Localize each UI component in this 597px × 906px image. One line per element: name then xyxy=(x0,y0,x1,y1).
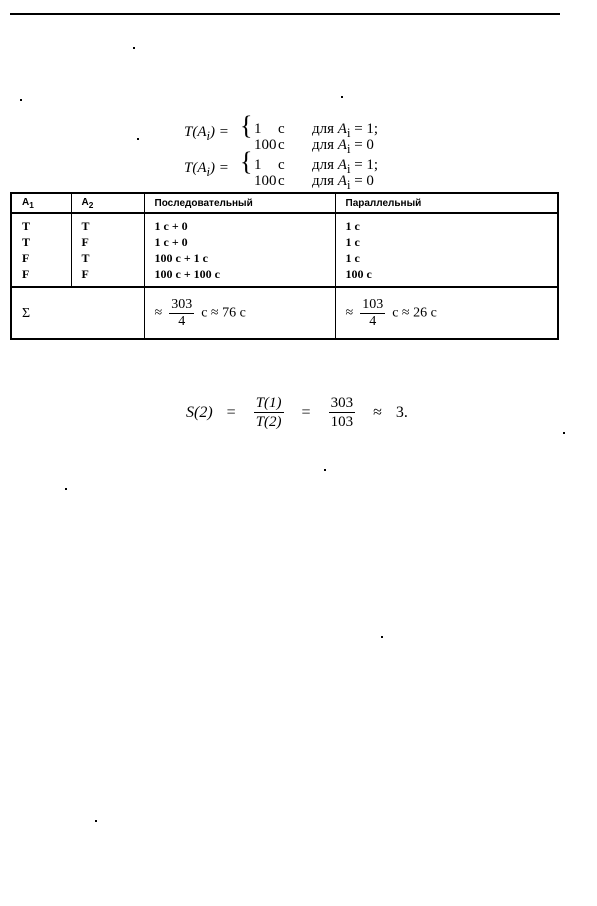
sequential-cell: 100 с + 1 с xyxy=(154,251,208,265)
scan-speck xyxy=(95,820,97,822)
parallel-fraction: $\frac{103}{4}$ xyxy=(362,296,384,329)
parallel-cell: 1 с xyxy=(345,251,360,265)
formula-case-2: 100 с для $A_i = 0$ xyxy=(254,173,374,192)
a1-column xyxy=(11,213,71,287)
a2-cell: F xyxy=(81,235,89,249)
header-parallel: Параллельный xyxy=(335,193,558,213)
a2-column xyxy=(71,213,144,287)
a1-cell: F xyxy=(22,251,30,265)
sum-row xyxy=(11,287,558,339)
formula-lhs: $T(A_i)$ = xyxy=(184,160,229,179)
table-header-row xyxy=(11,193,558,213)
execution-time-table xyxy=(10,192,559,340)
parallel-column xyxy=(335,213,558,287)
parallel-cell: 100 с xyxy=(345,267,372,281)
value-ratio-fraction: $\frac{303}{103}$ xyxy=(330,395,354,430)
top-rule xyxy=(10,13,560,15)
scan-speck xyxy=(20,99,22,101)
scan-speck xyxy=(65,488,67,490)
speedup-formula: S(2) = $\frac{T(1)}{T(2)}$ = $\frac{303}{103}$ ≈ 3. xyxy=(186,395,408,430)
sequential-cell: 1 с + 0 xyxy=(154,235,188,249)
time-formula-1 xyxy=(184,111,414,156)
table-row xyxy=(11,213,558,287)
parallel-cell: 1 с xyxy=(345,235,360,249)
speedup-result: 3. xyxy=(395,403,408,421)
sum-label: Σ xyxy=(11,287,144,339)
formula-case-2: 100 с для $A_i = 0$ xyxy=(254,137,374,156)
scan-speck xyxy=(341,96,343,98)
formula-case-1: 1 с для $A_i = 1$; xyxy=(254,121,379,140)
speedup-lhs: S(2) xyxy=(186,403,213,421)
a2-cell: T xyxy=(81,219,90,233)
scan-speck xyxy=(563,432,565,434)
a1-cell: F xyxy=(22,267,30,281)
time-formula-2 xyxy=(184,147,414,192)
scan-speck xyxy=(381,636,383,638)
formula-case-1: 1 с для $A_i = 1$; xyxy=(254,157,379,176)
scan-speck xyxy=(324,469,326,471)
sequential-cell: 1 с + 0 xyxy=(154,219,188,233)
a1-cell: T xyxy=(22,219,31,233)
formula-lhs: $T(A_i)$ = xyxy=(184,124,229,143)
sequential-cell: 100 с + 100 с xyxy=(154,267,220,281)
parallel-average: ≈ $\frac{103}{4}$ с ≈ 26 с xyxy=(335,287,558,339)
time-ratio-fraction: $\frac{T(1)}{T(2)}$ xyxy=(255,395,282,430)
scan-speck xyxy=(133,47,135,49)
parallel-cell: 1 с xyxy=(345,219,360,233)
a2-cell: T xyxy=(81,251,90,265)
a1-cell: T xyxy=(22,235,31,249)
sequential-average: ≈ $\frac{303}{4}$ с ≈ 76 с xyxy=(144,287,335,339)
scan-speck xyxy=(137,138,139,140)
brace-icon: { xyxy=(240,147,253,176)
header-a1: $A_1$ xyxy=(11,193,71,213)
header-sequential: Последовательный xyxy=(144,193,335,213)
a2-cell: F xyxy=(81,267,89,281)
sequential-column xyxy=(144,213,335,287)
header-a2: $A_2$ xyxy=(71,193,144,213)
brace-icon: { xyxy=(240,111,253,140)
sequential-fraction: $\frac{303}{4}$ xyxy=(171,296,193,329)
